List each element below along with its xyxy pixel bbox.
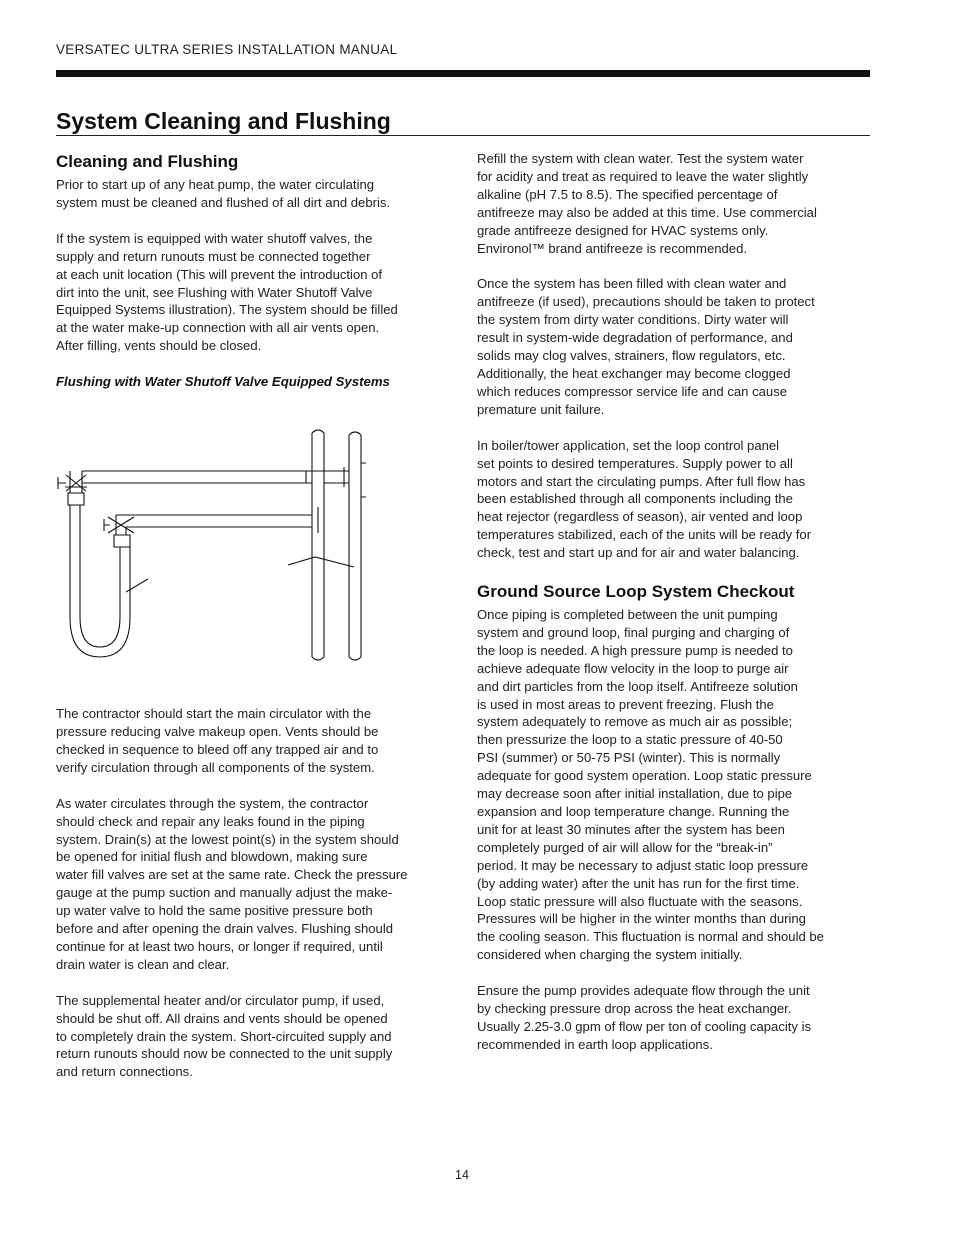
- paragraph: In boiler/tower application, set the loop control panel set points to desired temperatures. Supply power to all motors and start the circulating pumps. After full flow has been established through all components including the heat rejector (regardless of season), air vented and loop temperatures stabilized, each of the units will be ready for check, test and start up and for air and water balancing.: [477, 437, 812, 561]
- title-rule: [56, 135, 870, 136]
- left-column: [56, 150, 451, 1099]
- right-column: [477, 150, 872, 1072]
- header-rule: [56, 70, 870, 77]
- page-title: System Cleaning and Flushing: [56, 108, 391, 134]
- valve-fitting: [68, 493, 84, 505]
- flushing-diagram: [56, 397, 451, 687]
- paragraph: Prior to start up of any heat pump, the water circulating system must be cleaned and flushed of all dirt and debris.: [56, 177, 391, 210]
- paragraph: The supplemental heater and/or circulator pump, if used, should be shut off. All drains and vents should be opened to completely drain the system. Short-circuited supply and return runouts should now be connected to the unit supply and return connections.: [56, 992, 393, 1080]
- section-heading-ground-loop: Ground Source Loop System Checkout: [477, 582, 795, 602]
- shutoff-valve-2: [108, 517, 134, 533]
- paragraph: As water circulates through the system, the contractor should check and repair any leaks found in the piping system. Drain(s) at the lowest point(s) in the system should be opened for initial flush and blowdown, making sure water fill valves are set at the same rate. Check the pressure gauge at the pump suction and manually adjust the make- up water valve to hold the same positive pressure both before and after opening the drain valves. Flushing should continue for at least two hours, or longer if required, until drain water is clean and clear.: [56, 795, 408, 972]
- figure-caption: Flushing with Water Shutoff Valve Equipped Systems: [56, 374, 390, 390]
- page-number: 14: [455, 1168, 469, 1182]
- section-heading-cleaning: Cleaning and Flushing: [56, 152, 239, 171]
- paragraph: If the system is equipped with water shutoff valves, the supply and return runouts must be connected together at each unit location (This will prevent the introduction of dirt into the unit, see Flushing with Water Shutoff Valve Equipped Systems illustration). The system should be filled at the water make-up connection with all air vents open. After filling, vents should be closed.: [56, 230, 398, 354]
- piping-illustration: [56, 397, 451, 687]
- manual-header: VERSATEC ULTRA SERIES INSTALLATION MANUAL: [56, 42, 398, 57]
- riser-pipe-1: [312, 433, 324, 657]
- paragraph: Once piping is completed between the unit pumping system and ground loop, final purging and charging of the loop is needed. A high pressure pump is needed to achieve adequate flow velocity in the loop to purge air and dirt particles from the loop itself. Antifreeze solution is used in most areas to prevent freezing. Flush the system adequately to remove as much air as possible; then pressurize the loop to a static pressure of 40-50 PSI (summer) or 50-75 PSI (winter). This is normally adequate for good system operation. Loop static pressure may decrease soon after initial installation, due to pipe expansion and loop temperature change. Running the unit for at least 30 minutes after the system has been completely purged of air will allow for the “break-in” period. It may be necessary to adjust static loop pressure (by adding water) after the unit has run for the first time. Loop static pressure will also fluctuate with the seasons. Pressures will be higher in the winter months than during the cooling season. This fluctuation is normal and should be considered when charging the system initially.: [477, 607, 824, 963]
- paragraph: The contractor should start the main circulator with the pressure reducing valve makeup open. Vents should be checked in sequence to bleed off any trapped air and to verify circulation through all components of the system.: [56, 706, 379, 775]
- paragraph: Once the system has been filled with clean water and antifreeze (if used), precautions should be taken to protect the system from dirty water conditions. Dirty water will result in system-wide degradation of performance, and solids may clog valves, strainers, flow regulators, etc. Additionally, the heat exchanger may become clogged which reduces compressor service life and can cause premature unit failure.: [477, 276, 815, 417]
- paragraph: Ensure the pump provides adequate flow through the unit by checking pressure drop across the heat exchanger. Usually 2.25-3.0 gpm of flow per ton of cooling capacity is recommended in earth loop applications.: [477, 983, 812, 1052]
- paragraph: Refill the system with clean water. Test the system water for acidity and treat as required to leave the water slightly alkaline (pH 7.5 to 8.5). The specified percentage of antifreeze may also be added at this time. Use commercial grade antifreeze designed for HVAC systems only. Environol™ brand antifreeze is recommended.: [477, 151, 817, 256]
- left-drop-pipe: [70, 471, 82, 493]
- riser-pipe-2: [349, 435, 361, 657]
- upper-header-pipe: [82, 471, 349, 483]
- flex-hose: [70, 505, 130, 657]
- lower-header-pipe: [116, 515, 312, 527]
